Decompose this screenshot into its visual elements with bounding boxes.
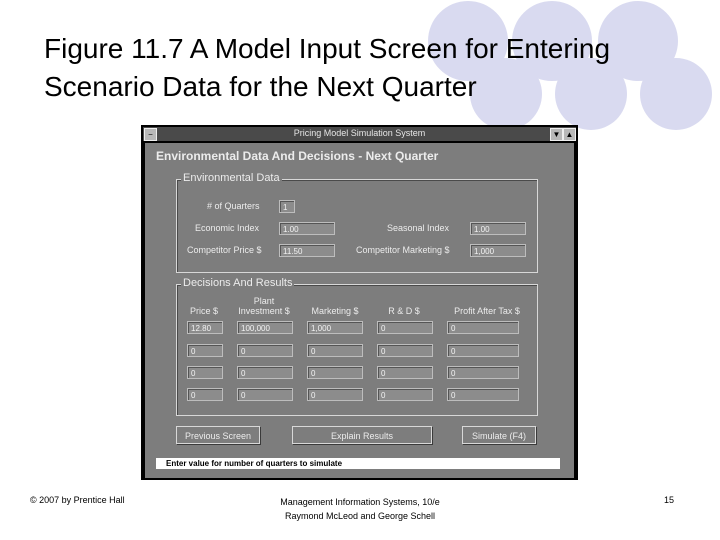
page-number: 15 <box>664 495 675 505</box>
marketing-input[interactable]: 0 <box>307 388 363 401</box>
minimize-icon[interactable]: ▼ <box>550 128 563 141</box>
footer-source-line1: Management Information Systems, 10/e <box>280 497 440 507</box>
col-header-plant <box>229 296 299 316</box>
maximize-icon[interactable]: ▲ <box>563 128 576 141</box>
col-header-profit: Profit After Tax $ <box>454 306 520 316</box>
plant-investment-input[interactable]: 0 <box>237 344 293 357</box>
window-title: Pricing Model Simulation System <box>293 128 426 138</box>
col-header-plant-line2: Investment $ <box>238 306 290 316</box>
rd-input[interactable]: 0 <box>377 366 433 379</box>
price-input[interactable]: 12.80 <box>187 321 223 334</box>
profit-after-tax-value: 0 <box>447 321 519 334</box>
competitor-marketing-input[interactable]: 1,000 <box>470 244 526 257</box>
marketing-input[interactable]: 0 <box>307 366 363 379</box>
window-client <box>145 143 574 478</box>
screen-header: Environmental Data And Decisions - Next Quarter <box>156 149 439 163</box>
col-header-plant-line1: Plant <box>253 296 275 306</box>
quarters-label: # of Quarters <box>207 201 260 211</box>
col-header-rd: R & D $ <box>388 306 420 316</box>
rd-input[interactable]: 0 <box>377 344 433 357</box>
quarters-input[interactable]: 1 <box>279 200 295 213</box>
profit-after-tax-value: 0 <box>447 344 519 357</box>
rd-input[interactable]: 0 <box>377 388 433 401</box>
competitor-marketing-label: Competitor Marketing $ <box>356 245 450 255</box>
window-titlebar[interactable] <box>143 127 576 141</box>
previous-screen-button[interactable]: Previous Screen <box>176 426 260 444</box>
plant-investment-input[interactable]: 0 <box>237 388 293 401</box>
col-header-marketing: Marketing $ <box>311 306 359 316</box>
marketing-input[interactable]: 1,000 <box>307 321 363 334</box>
system-menu-icon[interactable]: − <box>144 128 157 141</box>
col-header-price: Price $ <box>189 306 218 316</box>
marketing-input[interactable]: 0 <box>307 344 363 357</box>
simulate-button[interactable]: Simulate (F4) <box>462 426 536 444</box>
group-label: Decisions And Results <box>183 277 293 289</box>
price-input[interactable]: 0 <box>187 344 223 357</box>
footer-copyright: © 2007 by Prentice Hall <box>30 495 125 505</box>
profit-after-tax-value: 0 <box>447 366 519 379</box>
footer-source <box>240 495 480 523</box>
footer-source-line2: Raymond McLeod and George Schell <box>284 511 436 521</box>
price-input[interactable]: 0 <box>187 366 223 379</box>
explain-results-button[interactable]: Explain Results <box>292 426 432 444</box>
profit-after-tax-value: 0 <box>447 388 519 401</box>
price-input[interactable]: 0 <box>187 388 223 401</box>
plant-investment-input[interactable]: 0 <box>237 366 293 379</box>
economic-index-label: Economic Index <box>195 223 260 233</box>
plant-investment-input[interactable]: 100,000 <box>237 321 293 334</box>
competitor-price-input[interactable]: 11.50 <box>279 244 335 257</box>
rd-input[interactable]: 0 <box>377 321 433 334</box>
competitor-price-label: Competitor Price $ <box>187 245 262 255</box>
status-bar: Enter value for number of quarters to simulate <box>156 458 560 469</box>
seasonal-index-label: Seasonal Index <box>387 223 450 233</box>
slide-title: Figure 11.7 A Model Input Screen for Entering Scenario Data for the Next Quarter <box>44 33 611 102</box>
group-label: Environmental Data <box>183 172 280 184</box>
simulation-window <box>141 125 578 480</box>
seasonal-index-input[interactable]: 1.00 <box>470 222 526 235</box>
economic-index-input[interactable]: 1.00 <box>279 222 335 235</box>
